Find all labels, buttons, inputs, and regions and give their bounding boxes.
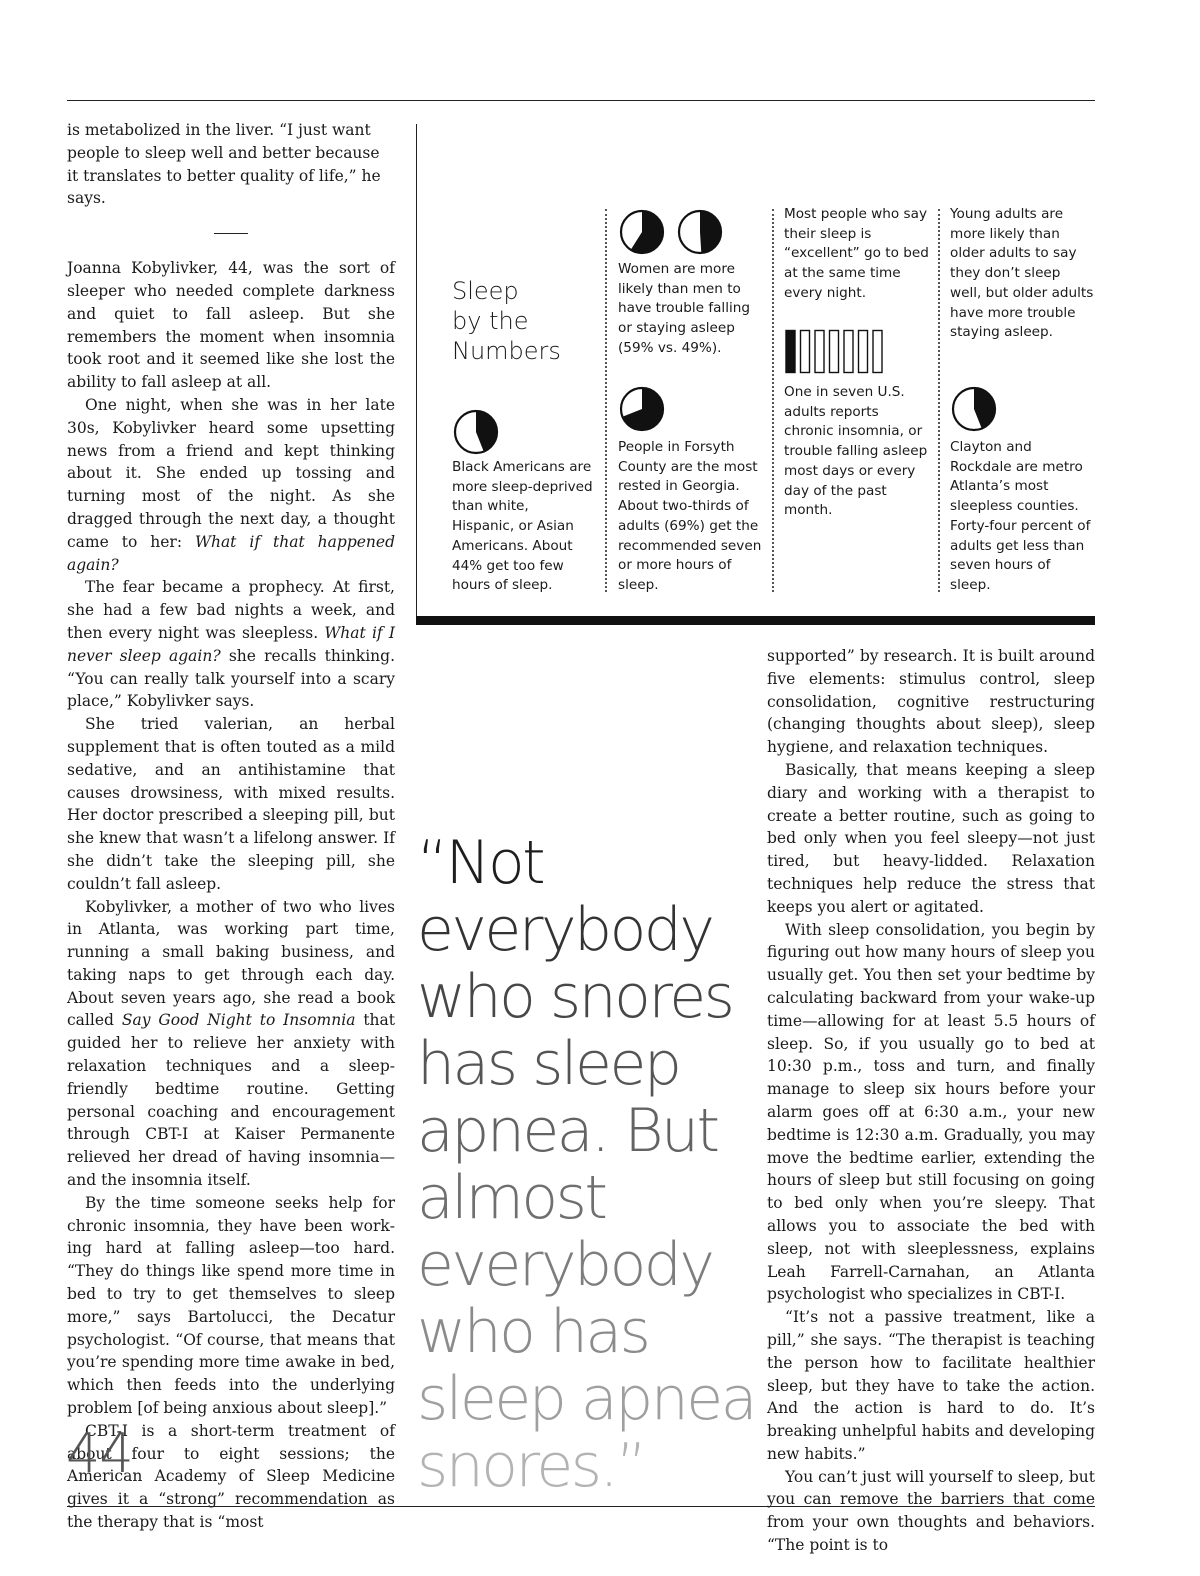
insomnia-bar-icons: [784, 329, 888, 375]
bottom-rule: [67, 1506, 1095, 1507]
quote-line-8: who has: [417, 1297, 649, 1367]
section-break: [214, 233, 248, 234]
fact-excellent-sleep: Most people who say their sleep is “excellent” go to bed at the same time every night.: [784, 206, 929, 301]
top-rule: [67, 100, 1095, 101]
left-paragraph-3-text: One night, when she was in her late 30s, Kobylivker heard some upsetting news from a friend and kept thinking about it. She ended up tossing and turning most of the night. As she dragged through the next day, a thought came to her:: [67, 395, 395, 551]
fact-one-in-seven: One in seven U.S. adults reports chronic insomnia, or trouble falling asleep most days or every day of the past month.: [784, 384, 928, 519]
insomnia-bar-6: [859, 331, 868, 373]
right-paragraph-4: “It’s not a passive treatment, like a pill,” she says. “The therapist is teaching the person how to facilitate healthier sleep, but they have to take the action. And the action is hard to do. It’s breaking unhelpful habits and developing new habits.”: [767, 1308, 1095, 1463]
right-paragraph-3: With sleep consolidation, you begin by figuring out how many hours of sleep you usually get. You then set your bedtime by calculating backward from your wake-up time—allowing for at least 5.5 hours of sleep. So, if you usually go to bed at 10:30 p.m., toss and turn, and finally manage to sleep six hours before your alarm goes off at 6:30 a.m., your new bedtime is 12:30 a.m. Gradually, you may move the bedtime earlier, extending the hours of sleep but still focusing on going to bed only when you’re sleepy. That allows you to associate the bed with sleep, not with sleeplessness, explains Leah Farrell-Carnahan, an Atlanta psychologist who specializes in CBT-I.: [767, 920, 1095, 1304]
insomnia-bar-2: [801, 331, 810, 373]
left-paragraph-4-italic: What if I never sleep again?: [67, 623, 395, 665]
right-paragraph-2: Basically, that means keeping a sleep diary and working with a therapist to create a better routine, such as going to bed only when you feel sleepy—not just tired, but heavy-lidded. Relaxation techniques help reduce the stress that keeps you alert or agitated.: [767, 760, 1095, 916]
quote-line-10: snores.”: [417, 1431, 645, 1501]
right-column: [767, 645, 1095, 1557]
pie-icon-clayton: [950, 385, 998, 433]
left-paragraph-7: By the time someone seeks help for chronic insomnia, they have been working hard at falling asleep—too hard. “They do things like spend more time in bed to try to get themselves to sleep more,” says Bartolucci, the Decatur psychologist. “Of course, that means that you’re spending more time awake in bed, which then feeds into the underlying problem [of being anxious about sleep].”: [67, 1193, 395, 1418]
title-line-3: Numbers: [452, 337, 561, 365]
page-number: 44: [66, 1422, 133, 1485]
insomnia-bar-7: [873, 331, 882, 373]
insomnia-bar-4: [830, 331, 839, 373]
left-paragraph-1: is metabolized in the liver. “I just want people to sleep well and better because it translates to better quality of life,” he says.: [67, 121, 381, 208]
left-paragraph-3-italic: What if that happened again?: [67, 532, 395, 574]
infographic-title: [452, 276, 561, 366]
left-column: [67, 119, 395, 1534]
quote-line-4: has sleep: [417, 1029, 680, 1099]
quote-line-3: who snores: [417, 962, 733, 1032]
quote-line-5: apnea. But: [417, 1096, 718, 1166]
pie-icon-forsyth: [618, 385, 666, 433]
fact-forsyth: People in Forsyth County are the most rested in Georgia. About two-thirds of adults (69%) get the recommended seven or more hours of sleep.: [618, 439, 762, 593]
sleep-infographic: [416, 124, 1095, 622]
left-paragraph-6-text-a: Kobylivker, a mother of two who lives in Atlanta, was working part time, running a small baking business, and taking naps to get through each day. About seven years ago, she read a book called: [67, 897, 395, 1030]
pie-icon-black-americans: [452, 408, 500, 456]
quote-line-6: almost: [417, 1163, 606, 1233]
infographic-left-rule: [416, 124, 417, 619]
dotted-divider-2: [772, 209, 774, 592]
left-paragraph-8: CBT-I is a short-term treatment of about four to eight sessions; the American Academy of Sleep Medicine gives it a “strong” recommendation as the therapy that is “most: [67, 1421, 395, 1532]
right-paragraph-1: supported” by research. It is built around five elements: stimulus control, sleep consolidation, cognitive restructuring (changing thoughts about sleep), sleep hygiene, and relaxation techniques.: [767, 647, 1095, 757]
left-paragraph-6-text-b: that guided her to relieve her anxiety with relaxation techniques and a sleep-friendly bedtime routine. Getting personal coaching and encouragement through CBT-I at Kaiser Permanente relieved her dread of having insomnia—and the insomnia itself.: [67, 1011, 396, 1190]
fact-women: Women are more likely than men to have trouble falling or staying asleep (59% vs. 49%).: [618, 261, 751, 356]
dotted-divider-3: [938, 209, 940, 592]
insomnia-bar-3: [815, 331, 824, 373]
infographic-bottom-bar: [416, 616, 1095, 625]
left-paragraph-4-text-a: The fear became a prophecy. At first, she had a few bad nights a week, and then every night was sleepless.: [67, 578, 395, 642]
title-line-1: Sleep: [452, 277, 519, 305]
quote-line-1: “Not: [417, 828, 544, 898]
insomnia-bar-5: [844, 331, 853, 373]
right-paragraph-5: You can’t just will yourself to sleep, but you can remove the barriers that come from your own thoughts and behaviors. “The point is to: [767, 1467, 1095, 1555]
pie-icon-men: [676, 208, 724, 256]
dotted-divider-1: [605, 209, 607, 592]
left-paragraph-4-text-b: she recalls thinking. “You can really talk yourself into a scary place,” Kobylivker says.: [67, 646, 395, 711]
fact-clayton: Clayton and Rockdale are metro Atlanta’s most sleepless counties. Forty-four percent of adults get less than seven hours of sleep.: [950, 439, 1091, 593]
left-paragraph-6-italic: Say Good Night to Insomnia: [121, 1011, 356, 1030]
left-paragraph-5: She tried valerian, an herbal supplement that is often touted as a mild sedative, and an antihistamine that causes drowsiness, with mixed results. Her doctor prescribed a sleeping pill, but she knew that wasn’t a lifelong answer. If she didn’t take the sleeping pill, she couldn’t fall asleep.: [67, 715, 395, 893]
left-paragraph-3: [67, 394, 395, 576]
fact-black-americans: Black Americans are more sleep-deprived than white, Hispanic, or Asian Americans. About 44% get too few hours of sleep.: [452, 459, 593, 594]
left-paragraph-4: [67, 576, 395, 713]
insomnia-bar-1: [786, 331, 795, 373]
title-line-2: by the: [452, 307, 529, 335]
quote-line-2: everybody: [417, 895, 713, 965]
left-paragraph-2: Joanna Kobylivker, 44, was the sort of sleeper who needed complete darkness and quiet to fall asleep. But she remembers the moment when insomnia took root and it seemed like she lost the ability to fall asleep at all.: [67, 259, 395, 392]
quote-line-7: everybody: [417, 1230, 713, 1300]
pie-icon-women: [618, 208, 666, 256]
quote-line-9: sleep apnea: [417, 1364, 755, 1434]
pull-quote: [417, 830, 762, 1500]
fact-young-adults: Young adults are more likely than older adults to say they don’t sleep well, but older adults have more trouble staying asleep.: [950, 206, 1094, 341]
left-paragraph-6: [67, 896, 395, 1192]
